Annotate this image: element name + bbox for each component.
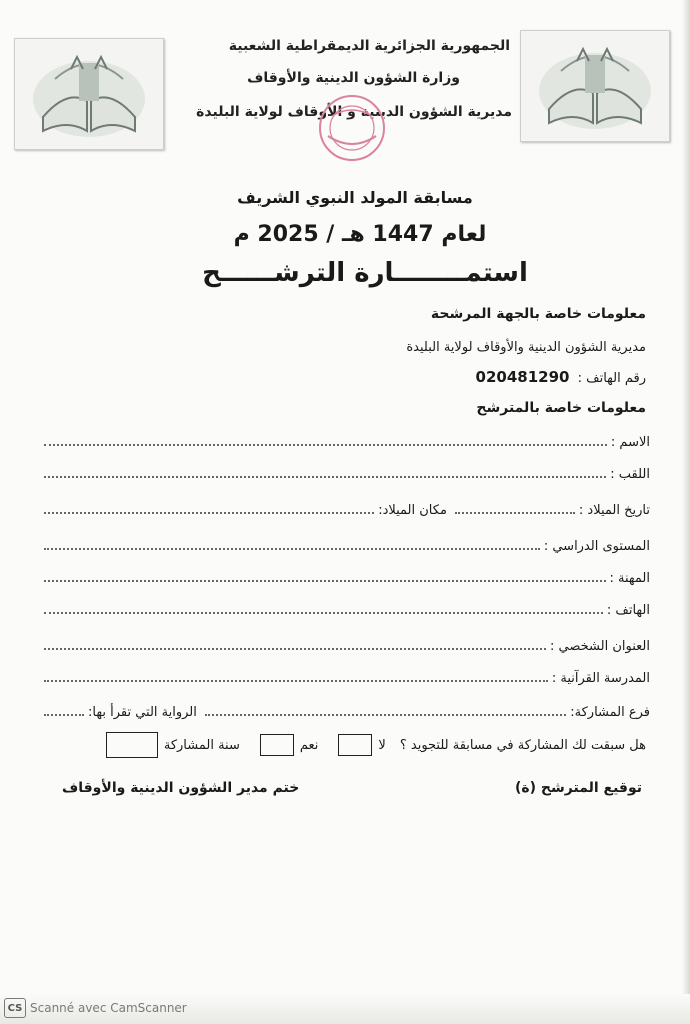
- phone-label: الهاتف :: [606, 603, 650, 618]
- scanner-watermark: [4, 998, 187, 1018]
- profession-field[interactable]: [44, 568, 650, 586]
- quran-school-label: المدرسة القرآنية :: [551, 671, 650, 686]
- last-name-field[interactable]: [44, 464, 650, 482]
- riwaya-blank[interactable]: [44, 714, 84, 716]
- form-title: استمــــــــارة الترشــــــح: [202, 258, 528, 288]
- candidate-signature-label: توقيع المترشح (ة): [514, 780, 642, 796]
- org-phone-row: [476, 368, 646, 386]
- ministry-name: وزارة الشؤون الدينية والأوقاف: [247, 70, 460, 86]
- no-checkbox[interactable]: [338, 734, 372, 756]
- participation-year-label: سنة المشاركة: [163, 737, 240, 753]
- profession-label: المهنة :: [609, 571, 650, 586]
- official-stamp-icon: [298, 92, 406, 164]
- address-field[interactable]: [44, 636, 650, 654]
- education-blank[interactable]: [44, 548, 540, 550]
- phone-field[interactable]: [44, 600, 650, 618]
- competition-year: لعام 1447 هـ / 2025 م: [233, 222, 487, 247]
- candidate-section-heading: معلومات خاصة بالمترشح: [476, 400, 646, 416]
- prior-participation-row: [100, 732, 646, 758]
- education-label: المستوى الدراسي :: [543, 539, 650, 554]
- address-blank[interactable]: [44, 648, 546, 650]
- scanner-text: Scanné avec CamScanner: [30, 1001, 187, 1015]
- yes-checkbox[interactable]: [260, 734, 294, 756]
- competition-title: مسابقة المولد النبوي الشريف: [237, 188, 473, 207]
- quran-school-blank[interactable]: [44, 680, 548, 682]
- address-label: العنوان الشخصي :: [550, 639, 650, 654]
- phone-blank[interactable]: [44, 612, 603, 614]
- education-field[interactable]: [44, 536, 650, 554]
- birth-field[interactable]: [44, 500, 650, 518]
- riwaya-label: الرواية التي تقرأ بها:: [88, 705, 197, 720]
- republic-name: الجمهورية الجزائرية الديمقراطية الشعبية: [228, 38, 510, 54]
- org-phone-label: رقم الهاتف :: [577, 371, 646, 386]
- first-name-label: الاسم :: [610, 435, 650, 450]
- first-name-blank[interactable]: [44, 444, 607, 446]
- directorate-name: مديرية الشؤون الدينية و الأوقاف لولاية البليدة: [196, 104, 512, 120]
- prior-participation-question: هل سبقت لك المشاركة في مسابقة للتجويد ؟: [399, 737, 646, 753]
- org-section-heading: معلومات خاصة بالجهة المرشحة: [430, 306, 646, 322]
- branch-label: فرع المشاركة:: [570, 705, 650, 720]
- last-name-label: اللقب :: [610, 467, 650, 482]
- participation-year-box[interactable]: [106, 732, 158, 758]
- branch-field[interactable]: [44, 702, 650, 720]
- profession-blank[interactable]: [44, 580, 606, 582]
- camscanner-logo-icon: CS: [4, 998, 26, 1018]
- birth-date-blank[interactable]: [455, 512, 575, 514]
- yes-label: نعم: [299, 737, 319, 753]
- director-stamp-label: ختم مدير الشؤون الدينية والأوقاف: [62, 780, 300, 796]
- quran-emblem-left: [14, 38, 164, 150]
- birth-date-label: تاريخ الميلاد :: [578, 503, 650, 518]
- org-name: مديرية الشؤون الدينية والأوقاف لولاية البليدة: [406, 340, 646, 355]
- birth-place-blank[interactable]: [44, 512, 374, 514]
- birth-place-label: مكان الميلاد:: [378, 503, 447, 518]
- no-label: لا: [378, 737, 386, 753]
- quran-emblem-right: [520, 30, 670, 142]
- page-edge-shadow: [682, 0, 690, 1000]
- first-name-field[interactable]: [44, 432, 650, 450]
- branch-blank[interactable]: [205, 714, 566, 716]
- quran-school-field[interactable]: [44, 668, 650, 686]
- last-name-blank[interactable]: [44, 476, 606, 478]
- org-phone-value: 020481290: [475, 368, 570, 386]
